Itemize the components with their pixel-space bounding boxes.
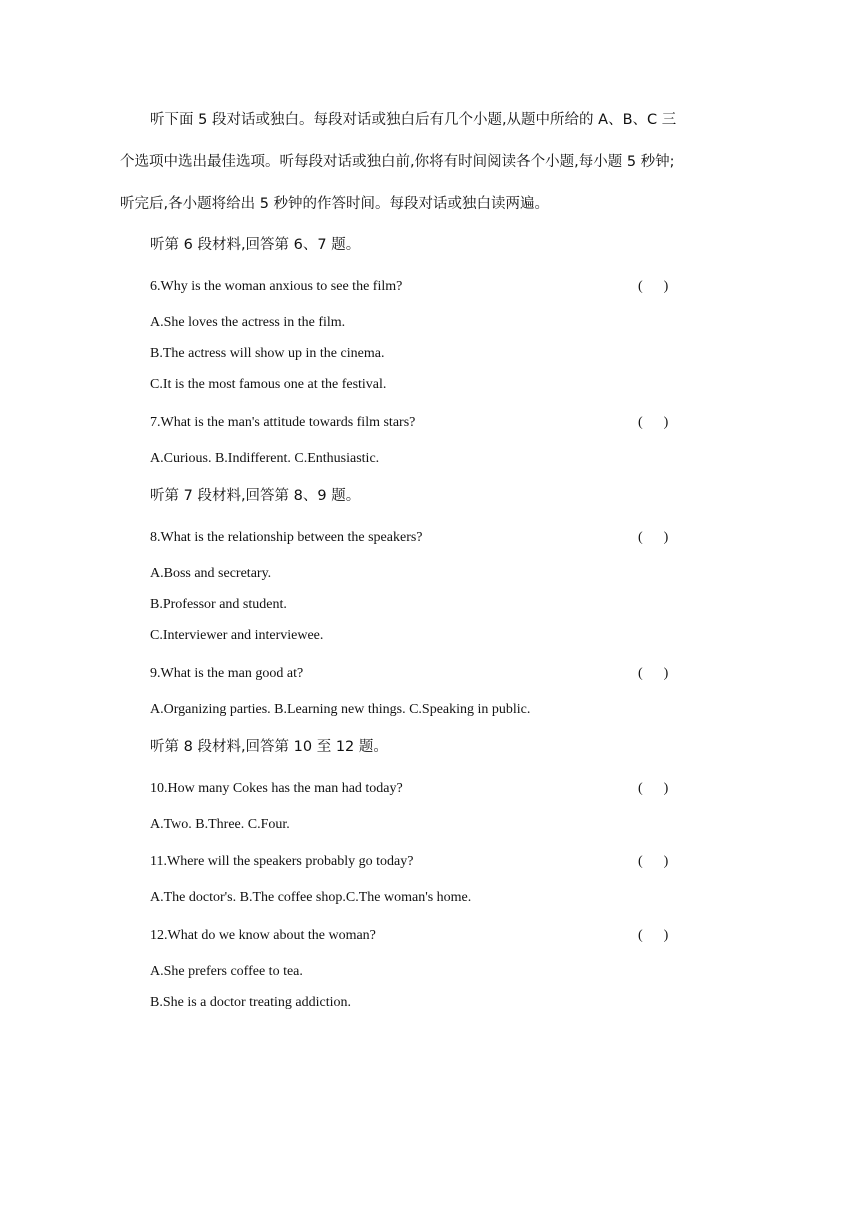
question-7: 7.What is the man's attitude towards film stars?	[150, 415, 416, 430]
option-12a: A.She prefers coffee to tea.	[150, 964, 303, 979]
instructions-line-1: 听下面 5 段对话或独白。每段对话或独白后有几个小题,从题中所给的 A、B、C 三	[150, 112, 677, 128]
options-11: A.The doctor's. B.The coffee shop.C.The woman's home.	[150, 890, 472, 905]
options-9: A.Organizing parties. B.Learning new things. C.Speaking in public.	[150, 702, 531, 717]
option-6b: B.The actress will show up in the cinema.	[150, 346, 385, 361]
question-11: 11.Where will the speakers probably go today?	[150, 854, 414, 869]
option-8c: C.Interviewer and interviewee.	[150, 628, 324, 643]
answer-blank-10[interactable]: ( )	[638, 781, 669, 796]
answer-blank-9[interactable]: ( )	[638, 666, 669, 681]
option-6c: C.It is the most famous one at the festival.	[150, 377, 387, 392]
question-12: 12.What do we know about the woman?	[150, 928, 376, 943]
instructions-line-3: 听完后,各小题将给出 5 秒钟的作答时间。每段对话或独白读两遍。	[120, 196, 550, 212]
question-9: 9.What is the man good at?	[150, 666, 304, 681]
option-12b: B.She is a doctor treating addiction.	[150, 995, 352, 1010]
question-6: 6.Why is the woman anxious to see the film?	[150, 279, 403, 294]
option-8a: A.Boss and secretary.	[150, 566, 272, 581]
section-heading-6: 听第 6 段材料,回答第 6、7 题。	[150, 237, 361, 253]
options-10: A.Two. B.Three. C.Four.	[150, 817, 290, 832]
answer-blank-7[interactable]: ( )	[638, 415, 669, 430]
instructions-line-2: 个选项中选出最佳选项。听每段对话或独白前,你将有时间阅读各个小题,每小题 5 秒钟;	[120, 154, 675, 170]
option-6a: A.She loves the actress in the film.	[150, 315, 346, 330]
option-8b: B.Professor and student.	[150, 597, 287, 612]
answer-blank-11[interactable]: ( )	[638, 854, 669, 869]
answer-blank-6[interactable]: ( )	[638, 279, 669, 294]
section-heading-8: 听第 8 段材料,回答第 10 至 12 题。	[150, 739, 388, 755]
section-heading-7: 听第 7 段材料,回答第 8、9 题。	[150, 488, 361, 504]
answer-blank-12[interactable]: ( )	[638, 928, 669, 943]
question-8: 8.What is the relationship between the speakers?	[150, 530, 423, 545]
question-10: 10.How many Cokes has the man had today?	[150, 781, 403, 796]
options-7: A.Curious. B.Indifferent. C.Enthusiastic.	[150, 451, 380, 466]
answer-blank-8[interactable]: ( )	[638, 530, 669, 545]
